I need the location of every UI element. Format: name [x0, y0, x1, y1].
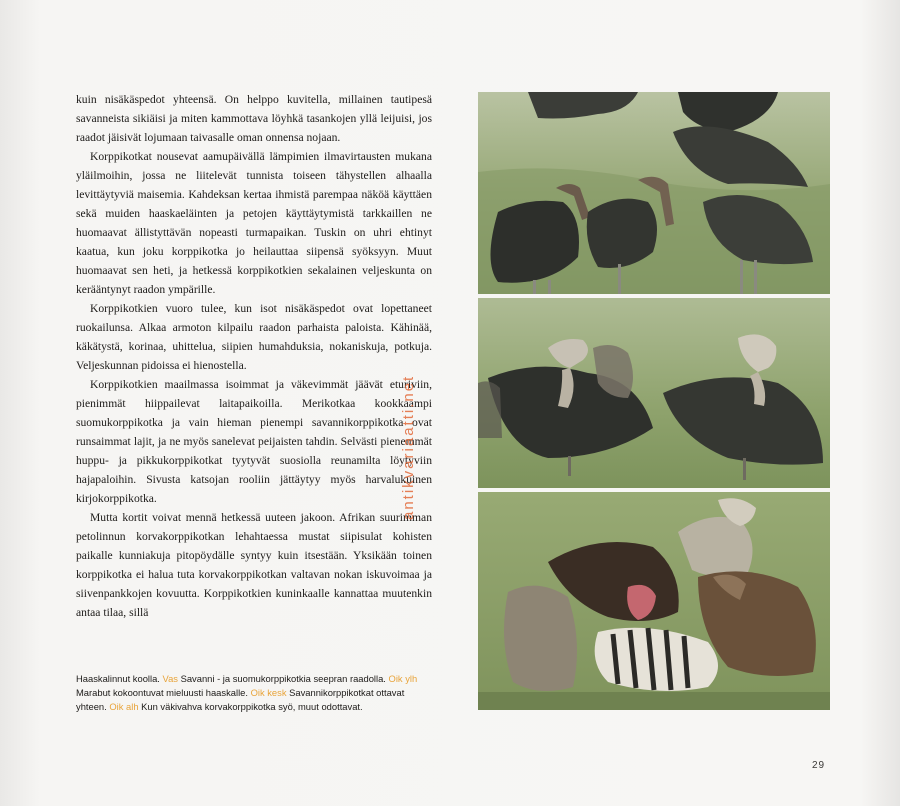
body-text [76, 90, 432, 622]
caption-location-label: Oik ylh [388, 673, 418, 684]
photo-marabou-storks [478, 92, 830, 294]
paragraph: Mutta kortit voivat mennä hetkessä uuteen jakoon. Afrikan suurimman petolinnun korvakorppikotkan lehahtaessa mustat siipisulat kohisten paikalle kunniakuja pitopöydälle syntyy kuin itsestään. Yksikään toinen korppikotka ei halua tuta korvakorppikotkan valtavan nokan iskuvoimaa ja siivenpankkojen kovuutta. Korppikotkien kuninkaalle kannattaa muutenkin antaa tilaa, sillä [76, 511, 432, 619]
page-number: 29 [812, 760, 826, 771]
caption-text: Haaskalinnut koolla. [76, 673, 163, 684]
paragraph: Korppikotkien vuoro tulee, kun isot nisäkäspedot ovat lopettaneet ruokailunsa. Alkaa armoton kilpailu raadon parhaista paloista. Kähinää, käkätystä, korinaa, uhittelua, siipien humahduksia, nokaniskuja, potkuja. Veljeskunnan pidoissa ei hienostella. [76, 302, 432, 372]
caption-text: Savannikorppikotkat ottavat yhteen. [76, 687, 405, 712]
paragraph: kuin nisäkäspedot yhteensä. On helppo kuvitella, millainen tautipesä savanneista sikiäisi ja miten kammottava löyhkä tasankojen yllä leijuisi, jos raadot jäisivät lojumaan taivasalle oman onnensa nojaan. [76, 93, 432, 144]
paragraph: Korppikotkat nousevat aamupäivällä lämpimien ilmavirtausten mukana yläilmoihin, jossa ne liitelevät tunnista toiseen tähystellen alhaalla levittäytyviä maisemia. Kahdeksan kertaa ihmistä parempaa näköä käyttäen sekä muiden haaskaeläinten ja petojen käyttäytymistä tarkkaillen ne huomaavat ällistyttävän nopeasti turmapaikan. Tuskin on uhri ehtinyt kaatua, kun joku korppikotka jo heilauttaa siipensä syöksyyn. Muut huomaavat sen heti, ja hetkessä korppikotkien sekalainen veljeskunta on kerääntynyt raadon ympärille. [76, 150, 432, 296]
caption-text: Marabut kokoontuvat mieluusti haaskalle. [76, 687, 251, 698]
photo-caption [76, 672, 436, 714]
watermark: antikvariaatti.net [400, 374, 417, 520]
paragraph: Korppikotkien maailmassa isoimmat ja väkevimmät jäävät eturiviin, pienimmät hiippailevat laitapaikoilla. Merikotkaa kookkaampi suomukorppikotka ja vain hieman pienempi savannikorppikotka ovat runsaimmat lajit, ja ne myös sanelevat peijaisten tahdin. Selvästi pienemmät huppu- ja pikkukorppikotkat tyytyvät suosiolla reunamilta löytyviin hajapaloihin. Sivusta katsojan rooliin jättäytyy myös harvalukuinen kirjokorppikotka. [76, 378, 432, 505]
caption-text: Kun väkivahva korvakorppikotka syö, muut odottavat. [138, 701, 363, 712]
caption-location-label: Oik alh [109, 701, 139, 712]
caption-text: Savanni - ja suomukorppikotkia seepran raadolla. [177, 673, 389, 684]
caption-location-label: Vas [162, 673, 178, 684]
photo-vultures-fighting [478, 298, 830, 488]
photo-vultures-feeding [478, 492, 830, 710]
caption-location-label: Oik kesk [250, 687, 287, 698]
